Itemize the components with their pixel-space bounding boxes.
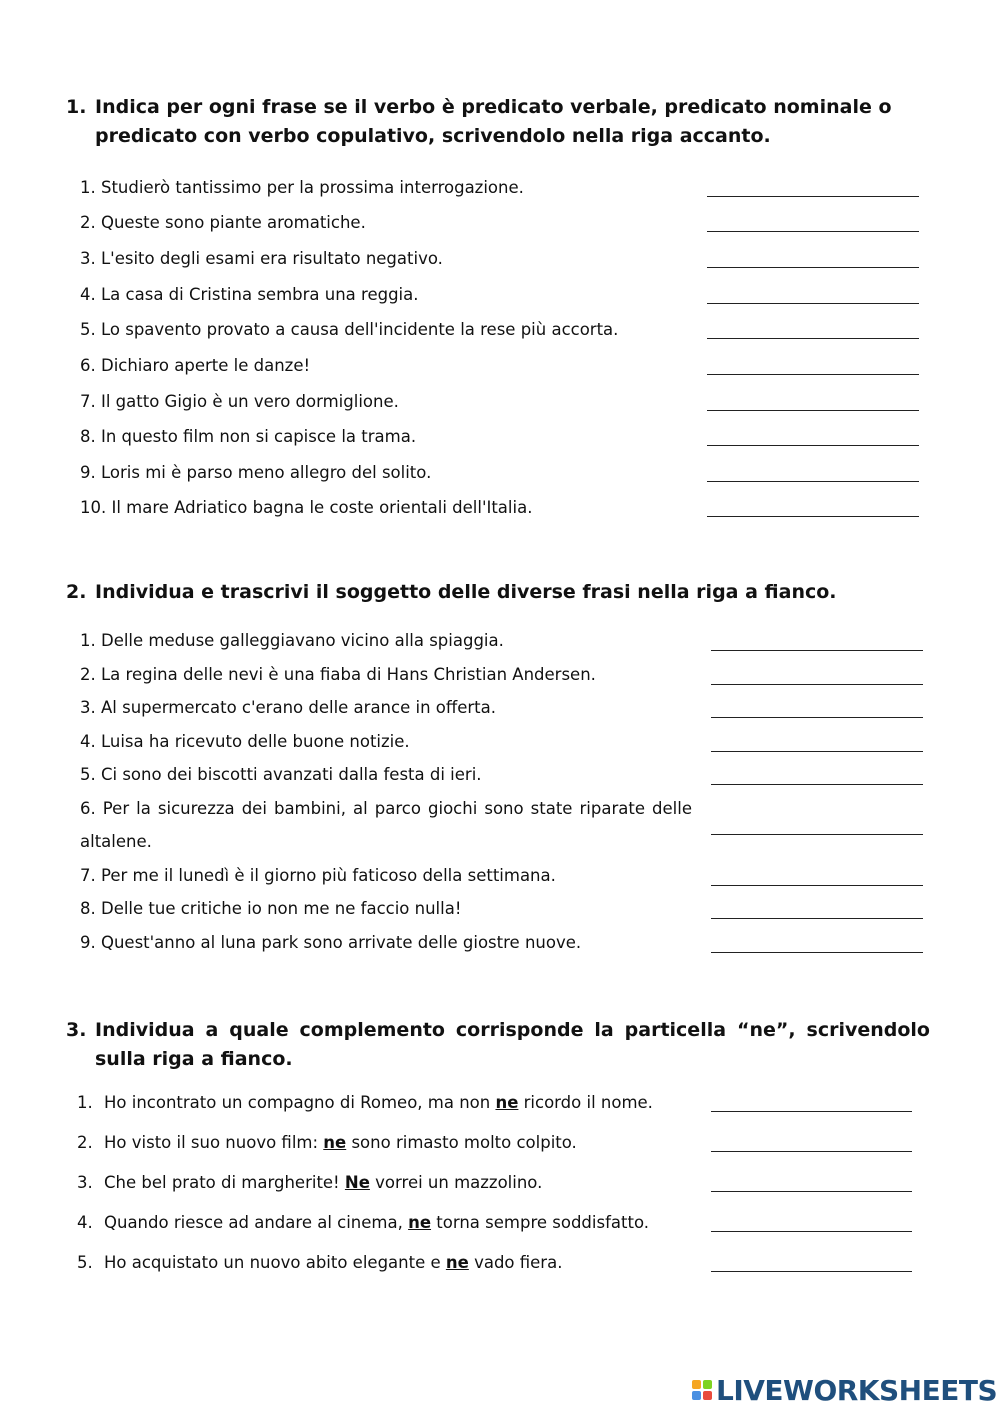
exercise-item: 3. L'esito degli esami era risultato negativo. [80, 249, 443, 268]
answer-line[interactable] [707, 374, 919, 375]
answer-line[interactable] [707, 481, 919, 482]
exercise-item: 7. Per me il lunedì è il giorno più faticoso della settimana. [80, 866, 556, 885]
item-number: 1. [77, 1093, 93, 1112]
exercise-item [77, 1133, 577, 1153]
logo-square [692, 1391, 701, 1400]
answer-line[interactable] [711, 885, 923, 886]
answer-line[interactable] [711, 717, 923, 718]
answer-line[interactable] [711, 684, 923, 685]
section-title: Individua a quale complemento corrisponde la particella “ne”, scrivendolo sulla riga a fianco. [95, 1019, 930, 1070]
answer-line[interactable] [711, 834, 923, 835]
answer-line[interactable] [711, 1191, 912, 1192]
answer-line[interactable] [711, 918, 923, 919]
section-title: Indica per ogni frase se il verbo è predicato verbale, predicato nominale o predicato con verbo copulativo, scrivendolo nella riga accanto. [95, 96, 892, 147]
exercise-item [77, 1213, 649, 1233]
item-text: Che bel prato di margherite! [104, 1173, 345, 1192]
item-text: torna sempre soddisfatto. [431, 1213, 649, 1232]
ne-particle: ne [495, 1093, 519, 1112]
exercise-item: 2. Queste sono piante aromatiche. [80, 213, 366, 232]
section-number: 2. [66, 581, 87, 603]
section-1-heading [66, 93, 930, 151]
ne-particle: ne [323, 1133, 347, 1152]
logo-square [703, 1391, 712, 1400]
exercise-item: 3. Al supermercato c'erano delle arance in offerta. [80, 698, 496, 717]
answer-line[interactable] [711, 1151, 912, 1152]
section-3-heading [66, 1016, 930, 1074]
item-text: sono rimasto molto colpito. [346, 1133, 577, 1152]
answer-line[interactable] [711, 1231, 912, 1232]
answer-line[interactable] [711, 1111, 912, 1112]
answer-line[interactable] [707, 196, 919, 197]
exercise-item: 9. Loris mi è parso meno allegro del solito. [80, 463, 432, 482]
item-text: Ho acquistato un nuovo abito elegante e [104, 1253, 446, 1272]
item-number: 4. [77, 1213, 93, 1232]
exercise-item: 5. Ci sono dei biscotti avanzati dalla festa di ieri. [80, 765, 482, 784]
exercise-item: 7. Il gatto Gigio è un vero dormiglione. [80, 392, 399, 411]
answer-line[interactable] [707, 303, 919, 304]
answer-line[interactable] [711, 1271, 912, 1272]
ne-particle: Ne [344, 1173, 370, 1192]
answer-line[interactable] [707, 338, 919, 339]
exercise-item: 1. Studierò tantissimo per la prossima interrogazione. [80, 178, 524, 197]
item-text: vado fiera. [468, 1253, 563, 1272]
item-text: Ho visto il suo nuovo film: [104, 1133, 324, 1152]
answer-line[interactable] [711, 952, 923, 953]
item-text: Quando riesce ad andare al cinema, [104, 1213, 409, 1232]
item-number: 2. [77, 1133, 93, 1152]
exercise-item: 6. Per la sicurezza dei bambini, al parco giochi sono state riparate delle altalene. [80, 799, 692, 851]
exercise-item: 8. In questo film non si capisce la trama. [80, 427, 417, 446]
exercise-item: 4. La casa di Cristina sembra una reggia. [80, 285, 419, 304]
answer-line[interactable] [711, 784, 923, 785]
section-number: 1. [66, 96, 87, 118]
answer-line[interactable] [707, 410, 919, 411]
answer-line[interactable] [711, 751, 923, 752]
section-number: 3. [66, 1019, 87, 1041]
answer-line[interactable] [707, 231, 919, 232]
answer-line[interactable] [707, 267, 919, 268]
logo-square [703, 1380, 712, 1389]
item-number: 3. [77, 1173, 93, 1192]
answer-line[interactable] [707, 445, 919, 446]
section-2-heading [66, 578, 930, 607]
item-text: vorrei un mazzolino. [369, 1173, 543, 1192]
logo-square [692, 1380, 701, 1389]
ne-particle: ne [445, 1253, 469, 1272]
liveworksheets-logo-icon [692, 1380, 712, 1400]
exercise-item: 9. Quest'anno al luna park sono arrivate delle giostre nuove. [80, 933, 582, 952]
exercise-item [77, 1253, 562, 1273]
exercise-item: 5. Lo spavento provato a causa dell'incidente la rese più accorta. [80, 320, 619, 339]
exercise-item: 6. Dichiaro aperte le danze! [80, 356, 311, 375]
liveworksheets-logo [692, 1373, 997, 1407]
exercise-item: 2. La regina delle nevi è una fiaba di Hans Christian Andersen. [80, 665, 596, 684]
exercise-item: 10. Il mare Adriatico bagna le coste orientali dell'Italia. [80, 498, 533, 517]
item-number: 5. [77, 1253, 93, 1272]
answer-line[interactable] [707, 516, 919, 517]
exercise-item [77, 1093, 653, 1113]
answer-line[interactable] [711, 650, 923, 651]
exercise-item: 1. Delle meduse galleggiavano vicino alla spiaggia. [80, 631, 504, 650]
item-text: Ho incontrato un compagno di Romeo, ma non [104, 1093, 496, 1112]
exercise-item [77, 1173, 542, 1193]
item-text: ricordo il nome. [518, 1093, 653, 1112]
logo-text: LIVEWORKSHEETS [716, 1373, 998, 1407]
section-title: Individua e trascrivi il soggetto delle diverse frasi nella riga a fianco. [95, 581, 837, 603]
exercise-item: 8. Delle tue critiche io non me ne faccio nulla! [80, 899, 462, 918]
ne-particle: ne [408, 1213, 432, 1232]
exercise-item: 4. Luisa ha ricevuto delle buone notizie. [80, 732, 410, 751]
